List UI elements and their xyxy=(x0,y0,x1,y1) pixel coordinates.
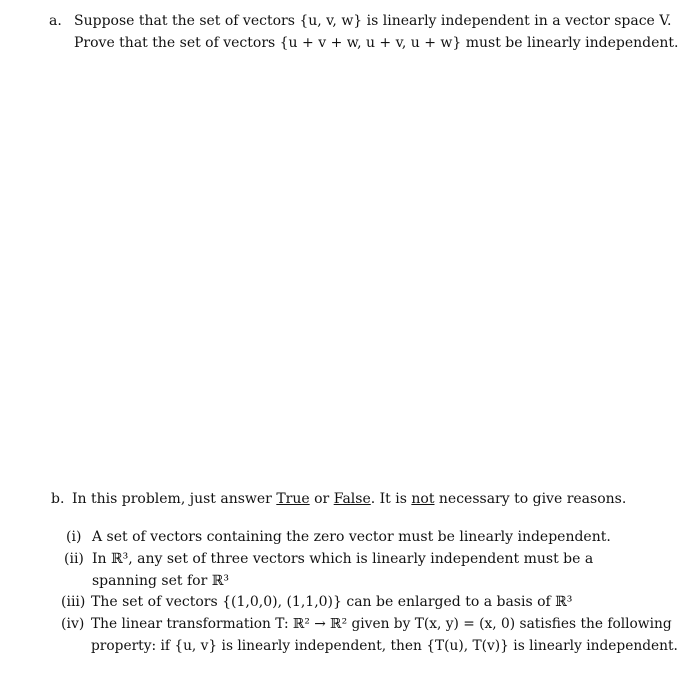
item-iv-line-1: The linear transformation T: ℝ² → ℝ² given by T(x, y) = (x, 0) satisfies the following xyxy=(91,616,672,632)
part-a-line-2: Prove that the set of vectors {u + v + w, u + v, u + w} must be linearly independent. xyxy=(74,35,679,51)
item-iv-line-2: property: if {u, v} is linearly independent, then {T(u), T(v)} is linearly independent. xyxy=(91,638,678,654)
part-b-intro xyxy=(72,490,626,508)
part-b-marker: b. xyxy=(51,491,65,507)
item-i-line-1: A set of vectors containing the zero vector must be linearly independent. xyxy=(92,529,611,545)
part-a-marker: a. xyxy=(49,13,62,29)
intro-pre: In this problem, just answer xyxy=(72,491,277,507)
item-ii-line-2: spanning set for ℝ³ xyxy=(92,573,229,589)
item-iii-label: (iii) xyxy=(61,594,86,610)
intro-post: necessary to give reasons. xyxy=(434,491,627,507)
true-word: True xyxy=(276,491,310,507)
or-word: or xyxy=(309,491,334,507)
false-word: False xyxy=(333,491,371,507)
item-ii-line-1: In ℝ³, any set of three vectors which is linearly independent must be a xyxy=(92,551,594,567)
item-iii-line-1: The set of vectors {(1,0,0), (1,1,0)} can be enlarged to a basis of ℝ³ xyxy=(91,594,573,610)
item-iv-label: (iv) xyxy=(61,616,85,632)
intro-mid: . It is xyxy=(370,491,412,507)
item-i-label: (i) xyxy=(66,529,82,545)
part-a-line-1: Suppose that the set of vectors {u, v, w} is linearly independent in a vector space V. xyxy=(74,13,672,29)
not-word: not xyxy=(411,491,435,507)
item-ii-label: (ii) xyxy=(64,551,84,567)
